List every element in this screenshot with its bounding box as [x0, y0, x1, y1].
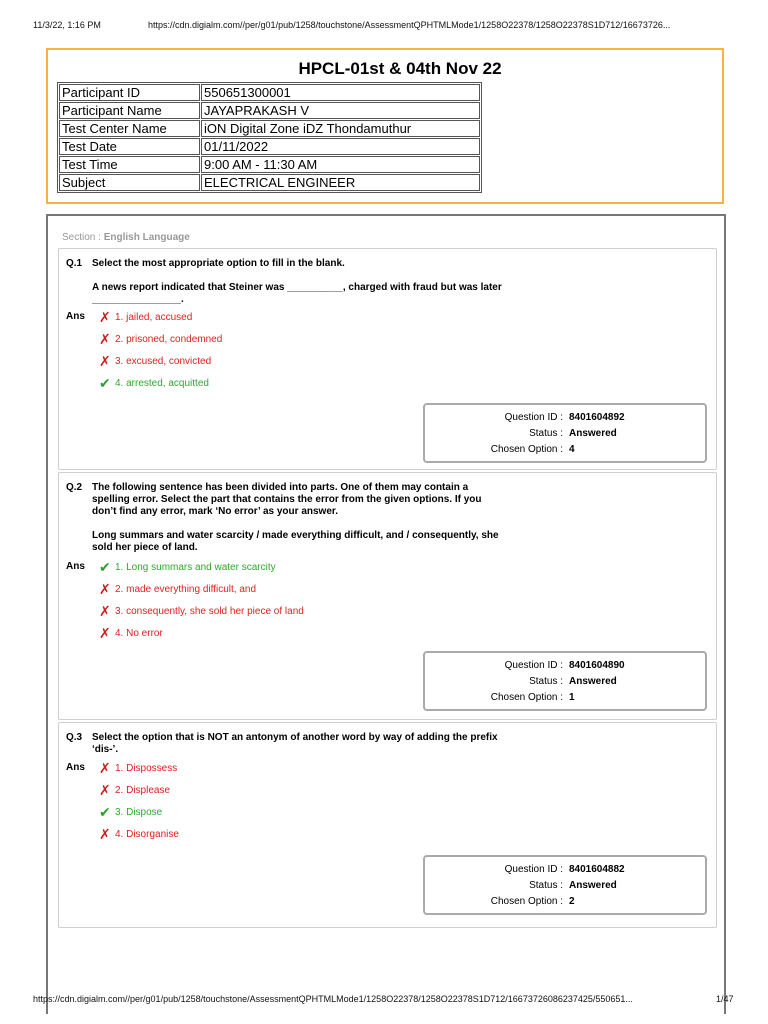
option-text: 4. Disorganise: [115, 828, 179, 840]
question-text: Select the most appropriate option to fill in the blank.: [92, 258, 345, 269]
cross-icon: ✗: [99, 353, 111, 369]
status-label: Status :: [529, 676, 563, 687]
cross-icon: ✗: [99, 782, 111, 798]
option-4: [99, 827, 179, 841]
cross-icon: ✗: [99, 760, 111, 776]
option-3: [99, 805, 162, 819]
question-block-3: [58, 722, 717, 928]
check-icon: ✔: [99, 804, 111, 820]
option-2: [99, 582, 256, 596]
chosen-option-value: 4: [569, 444, 575, 455]
question-stem-continued: ________________.: [92, 294, 184, 305]
print-footer-url[interactable]: https://cdn.digialm.com//per/g01/pub/1258/touchstone/AssessmentQPHTMLMode1/1258O22378/1258O22378S1D712/16673726086237425/550651...: [33, 994, 633, 1004]
option-1: [99, 310, 192, 324]
question-number: Q.3: [66, 732, 83, 743]
option-4: [99, 626, 163, 640]
option-text: 2. prisoned, condemned: [115, 333, 223, 345]
option-text: 4. No error: [115, 627, 163, 639]
option-text: 2. made everything difficult, and: [115, 583, 257, 595]
question-id-label: Question ID :: [504, 864, 563, 875]
question-id-value: 8401604892: [569, 412, 625, 423]
ans-label: Ans: [66, 311, 85, 322]
question-text: The following sentence has been divided into parts. One of them may contain a spelling error. Select the part that contains the error from the given options. If you don’t find any error, mark ‘No error’ as your answer.: [92, 482, 482, 517]
option-3: [99, 354, 211, 368]
question-stem: Long summars and water scarcity / made everything difficult, and / consequently, she sold her piece of land.: [92, 530, 499, 553]
test-time-value: 9:00 AM - 11:30 AM: [201, 156, 480, 173]
question-meta-box: [423, 855, 707, 915]
option-text: 1. Dispossess: [115, 762, 178, 774]
cross-icon: ✗: [99, 603, 111, 619]
test-date-value: 01/11/2022: [201, 138, 480, 155]
status-value: Answered: [569, 676, 617, 687]
option-text: 2. Displease: [115, 784, 171, 796]
ans-label: Ans: [66, 762, 85, 773]
info-label: Participant ID: [59, 84, 200, 101]
info-row: [59, 174, 480, 191]
status-label: Status :: [529, 428, 563, 439]
test-center-value: iON Digital Zone iDZ Thondamuthur: [201, 120, 480, 137]
page-number: 1/47: [716, 994, 734, 1004]
question-text: Select the option that is NOT an antonym of another word by way of adding the prefix ‘dis-’.: [92, 732, 498, 755]
question-id-label: Question ID :: [504, 412, 563, 423]
ans-label: Ans: [66, 561, 85, 572]
question-number: Q.1: [66, 258, 83, 269]
info-label: Test Center Name: [59, 120, 200, 137]
option-4: [99, 376, 209, 390]
chosen-option-label: Chosen Option :: [490, 444, 563, 455]
print-header: [0, 0, 768, 40]
info-row: [59, 84, 480, 101]
print-datetime: 11/3/22, 1:16 PM: [33, 20, 101, 30]
info-row: [59, 138, 480, 155]
chosen-option-value: 2: [569, 896, 575, 907]
exam-title: HPCL-01st & 04th Nov 22: [298, 59, 502, 78]
status-label: Status :: [529, 880, 563, 891]
option-2: [99, 783, 170, 797]
participant-info-table: [57, 82, 482, 193]
question-meta-box: [423, 403, 707, 463]
option-text: 3. Dispose: [115, 806, 163, 818]
question-id-value: 8401604882: [569, 864, 625, 875]
chosen-option-value: 1: [569, 692, 575, 703]
section-name: English Language: [103, 232, 190, 243]
option-3: [99, 604, 304, 618]
option-text: 1. Long summars and water scarcity: [115, 561, 276, 573]
info-label: Test Date: [59, 138, 200, 155]
question-block-1: [58, 248, 717, 470]
status-value: Answered: [569, 428, 617, 439]
question-meta-box: [423, 651, 707, 711]
question-id-value: 8401604890: [569, 660, 625, 671]
info-row: [59, 102, 480, 119]
status-value: Answered: [569, 880, 617, 891]
question-id-label: Question ID :: [504, 660, 563, 671]
cross-icon: ✗: [99, 331, 111, 347]
participant-info-box: [46, 48, 724, 204]
option-text: 3. excused, convicted: [115, 355, 212, 367]
option-text: 4. arrested, acquitted: [115, 377, 209, 389]
info-row: [59, 156, 480, 173]
check-icon: ✔: [99, 375, 111, 391]
subject-value: ELECTRICAL ENGINEER: [201, 174, 480, 191]
cross-icon: ✗: [99, 826, 111, 842]
info-label: Participant Name: [59, 102, 200, 119]
section-label: Section : English Language: [62, 232, 190, 243]
chosen-option-label: Chosen Option :: [490, 692, 563, 703]
print-header-url[interactable]: https://cdn.digialm.com//per/g01/pub/1258/touchstone/AssessmentQPHTMLMode1/1258O22378/1258O22378S1D712/16673726...: [148, 20, 671, 30]
option-text: 3. consequently, she sold her piece of land: [115, 605, 304, 617]
cross-icon: ✗: [99, 309, 111, 325]
info-label: Test Time: [59, 156, 200, 173]
chosen-option-label: Chosen Option :: [490, 896, 563, 907]
participant-name-value: JAYAPRAKASH V: [201, 102, 480, 119]
option-1: [99, 761, 177, 775]
cross-icon: ✗: [99, 581, 111, 597]
check-icon: ✔: [99, 559, 111, 575]
option-2: [99, 332, 222, 346]
info-label: Subject: [59, 174, 200, 191]
participant-id-value: 550651300001: [201, 84, 480, 101]
question-stem: A news report indicated that Steiner was __________, charged with fraud but was later: [92, 282, 502, 293]
info-row: [59, 120, 480, 137]
cross-icon: ✗: [99, 625, 111, 641]
questions-container: [46, 214, 726, 1014]
option-text: 1. jailed, accused: [115, 311, 193, 323]
option-1: [99, 560, 276, 574]
question-block-2: [58, 472, 717, 720]
question-number: Q.2: [66, 482, 83, 493]
